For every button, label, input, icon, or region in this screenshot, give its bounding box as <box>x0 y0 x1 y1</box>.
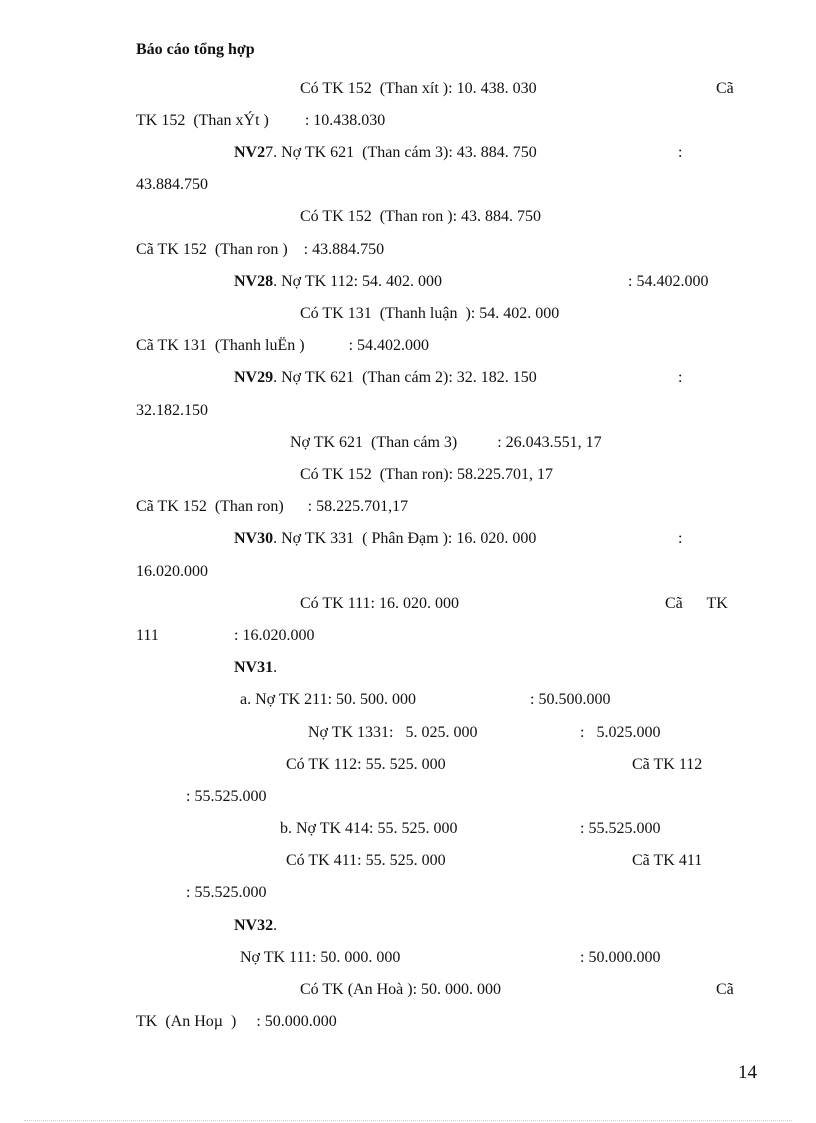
page-header-title: Báo cáo tổng hợp <box>136 41 255 58</box>
entry-line: Có TK 152 (Than ron ): 43. 884. 750 <box>300 208 542 225</box>
entry-line: a. Nợ TK 211: 50. 500. 000 <box>240 691 417 708</box>
entry-line: TK 152 (Than xÝt ) : 10.438.030 <box>136 112 386 129</box>
entry-line: Có TK (An Hoà ): 50. 000. 000 <box>300 981 502 998</box>
entry-line: : 50.500.000 <box>530 691 611 708</box>
entry-line: . Nợ TK 112: 54. 402. 000 <box>273 273 443 290</box>
entry-line: Cã TK 152 (Than ron ) : 43.884.750 <box>136 241 385 258</box>
entry-line: . <box>273 659 278 676</box>
entry-line: : 16.020.000 <box>234 627 315 644</box>
entry-line: b. Nợ TK 414: 55. 525. 000 <box>280 820 458 837</box>
entry-line: Có TK 411: 55. 525. 000 <box>286 852 446 869</box>
entry-label: NV2 <box>234 144 266 161</box>
entry-line: : 55.525.000 <box>186 788 267 805</box>
entry-line: : <box>678 530 683 547</box>
entry-line: Có TK 131 (Thanh luận ): 54. 402. 000 <box>300 305 560 322</box>
entry-label: NV31 <box>234 659 274 676</box>
entry-label: NV29 <box>234 369 274 386</box>
page-number: 14 <box>738 1062 757 1083</box>
entry-line: 32.182.150 <box>136 402 208 419</box>
entry-line: : 5.025.000 <box>580 724 661 741</box>
entry-line: : 54.402.000 <box>628 273 709 290</box>
entry-line: Cã TK 152 (Than ron) : 58.225.701,17 <box>136 498 409 515</box>
entry-line: : 55.525.000 <box>186 884 267 901</box>
entry-nv27 <box>234 143 537 163</box>
entry-nv30 <box>234 529 536 549</box>
entry-line: : <box>678 144 683 161</box>
entry-label: NV30 <box>234 530 274 547</box>
entry-line: Có TK 112: 55. 525. 000 <box>286 756 446 773</box>
entry-line: : 55.525.000 <box>580 820 661 837</box>
entry-line: Có TK 111: 16. 020. 000 <box>300 595 459 612</box>
entry-nv31 <box>234 658 277 678</box>
entry-line: Cã TK 112 <box>632 756 703 773</box>
entry-label: NV32 <box>234 917 274 934</box>
entry-line: Nợ TK 111: 50. 000. 000 <box>240 949 401 966</box>
entry-line: Cã TK <box>665 595 728 612</box>
entry-line: : 50.000.000 <box>580 949 661 966</box>
entry-line: 111 <box>136 627 159 644</box>
entry-line: Nợ TK 1331: 5. 025. 000 <box>308 724 478 741</box>
entry-nv32 <box>234 916 277 936</box>
entry-line: . Nợ TK 331 ( Phân Đạm ): 16. 020. 000 <box>273 530 537 547</box>
entry-line: Cã <box>716 80 734 97</box>
entry-line: . Nợ TK 621 (Than cám 2): 32. 182. 150 <box>273 369 537 386</box>
entry-nv29 <box>234 368 537 388</box>
entry-line: : <box>678 369 683 386</box>
entry-label: NV28 <box>234 273 274 290</box>
entry-line: 7. Nợ TK 621 (Than cám 3): 43. 884. 750 <box>265 144 537 161</box>
entry-line: 43.884.750 <box>136 176 208 193</box>
entry-line: TK (An Hoµ ) : 50.000.000 <box>136 1013 337 1030</box>
entry-nv28 <box>234 272 442 292</box>
entry-line: 16.020.000 <box>136 563 208 580</box>
entry-line: Cã TK 411 <box>632 852 703 869</box>
entry-line: Nợ TK 621 (Than cám 3) : 26.043.551, 17 <box>290 434 602 451</box>
entry-line: Cã TK 131 (Thanh luËn ) : 54.402.000 <box>136 337 430 354</box>
entry-line: Có TK 152 (Than xít ): 10. 438. 030 <box>300 80 537 97</box>
page-bottom-divider <box>24 1120 792 1121</box>
entry-line: Có TK 152 (Than ron): 58.225.701, 17 <box>300 466 554 483</box>
entry-line: Cã <box>716 981 734 998</box>
entry-line: . <box>273 917 278 934</box>
